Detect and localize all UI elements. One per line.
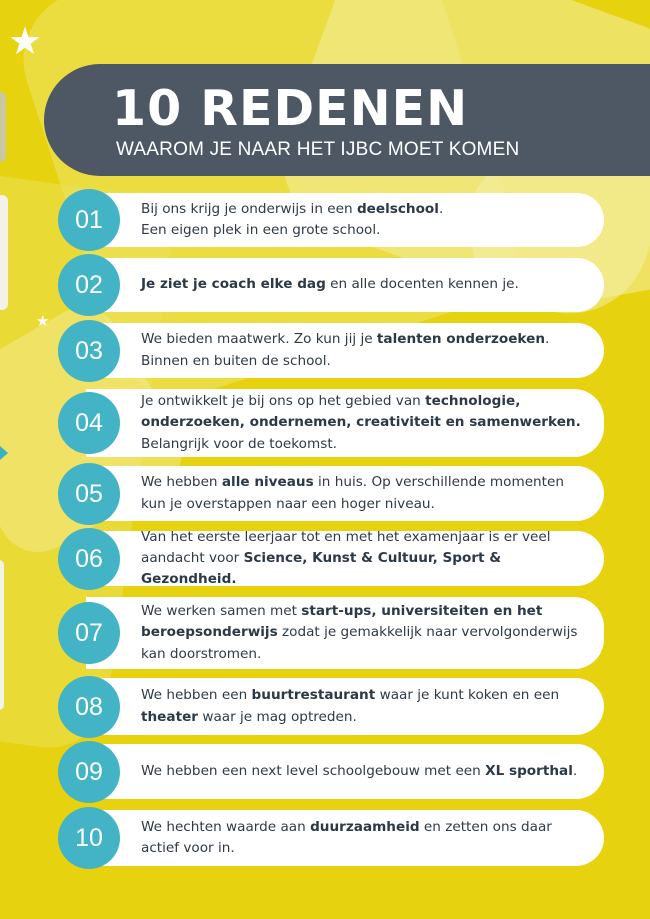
reason-text [141,389,594,457]
reason-text-span: Belangrijk voor de toekomst. [141,435,337,452]
reason-text-span: Je ontwikkelt je bij ons op het gebied van [141,393,426,410]
reason-text-bold: duurzaamheid [310,818,420,835]
reason-text-bold: onderzoeken, ondernemen, creativiteit en samenwerken. [141,414,581,431]
reason-text [141,528,594,588]
reason-text-span: aandacht voor [141,549,244,566]
reason-text-bold: talenten onderzoeken [376,331,545,348]
reason-text-bold: beroepsonderwijs [141,624,278,641]
reason-text-span: Bij ons krijg je onderwijs in een [141,200,357,217]
reason-text-span: We bieden maatwerk. Zo kun jij je [141,331,377,348]
reason-number: 03 [58,320,120,382]
reason-text [141,678,594,735]
reason-text [141,258,594,312]
reason-item [0,193,650,247]
reason-text-span: en alle docenten kennen je. [325,276,519,293]
reason-number: 02 [58,254,120,316]
reason-text-bold: deelschool [356,200,439,217]
reason-text-span: We hebben een next level schoolgebouw met een [141,762,486,779]
reason-text-span: We hebben een [141,687,252,704]
reason-text-span: kun je overstappen naar een hoger niveau. [141,495,435,512]
reason-text-bold: XL sporthal [485,762,573,779]
reason-text-span: en zetten ons daar [419,818,552,835]
reason-number: 08 [58,676,120,738]
reason-item [0,597,650,669]
reason-text-bold: buurtrestaurant [251,687,376,704]
reason-text-span: zodat je gemakkelijk naar vervolgonderwijs [277,624,578,641]
reason-number: 05 [58,463,120,525]
reason-text-bold: Science, Kunst & Cultuur, Sport & Gezondheid. [141,549,502,588]
reason-number: 06 [58,528,120,590]
reason-text [141,597,594,669]
reason-text-span: in huis. Op verschillende momenten [313,474,564,491]
reason-item [0,810,650,866]
page-subtitle: WAAROM JE NAAR HET IJBC MOET KOMEN [116,139,520,160]
reason-text-span: waar je kunt koken en een [375,687,560,704]
reason-text [141,744,594,799]
reason-text-span: actief voor in. [141,840,235,856]
reason-text-span: We hechten waarde aan [141,818,311,835]
reason-text-span: . [545,331,550,348]
reason-text-bold: Je ziet je coach elke dag [141,276,326,293]
reason-text [141,810,594,866]
reason-item [0,744,650,799]
reason-text-bold: start-ups, universiteiten en het [301,603,543,620]
reason-item [0,528,650,588]
reason-item [0,323,650,378]
reason-text-bold: alle niveaus [221,474,314,491]
reason-text-span: We werken samen met [141,603,302,620]
reason-number: 07 [58,602,120,664]
reason-item [0,466,650,521]
reason-text-span: We hebben [141,474,222,491]
reason-text-span: Van het eerste leerjaar tot en met het examenjaar is er veel [141,528,551,545]
star-icon: ★ [36,312,50,330]
reason-item [0,678,650,735]
reason-text-span: Binnen en buiten de school. [141,352,331,369]
reason-text-span: kan doorstromen. [141,645,262,662]
reason-text [141,466,594,521]
star-icon: ★ [8,19,43,63]
reason-text-span: waar je mag optreden. [198,708,357,725]
reason-number: 09 [58,741,120,803]
reason-text-span: Een eigen plek in een grote school. [141,222,381,238]
reason-item [0,258,650,312]
reason-number: 10 [58,807,120,869]
reason-text-bold: theater [141,708,198,725]
reason-number: 04 [58,392,120,454]
page-title: 10 REDENEN [112,80,469,137]
reason-text [141,193,594,247]
reason-text-span: . [438,200,444,217]
reason-text-span: . [572,762,578,779]
reason-text [141,323,594,378]
reason-text-bold: technologie, [425,393,521,410]
reason-number: 01 [58,189,120,251]
reason-item [0,389,650,457]
